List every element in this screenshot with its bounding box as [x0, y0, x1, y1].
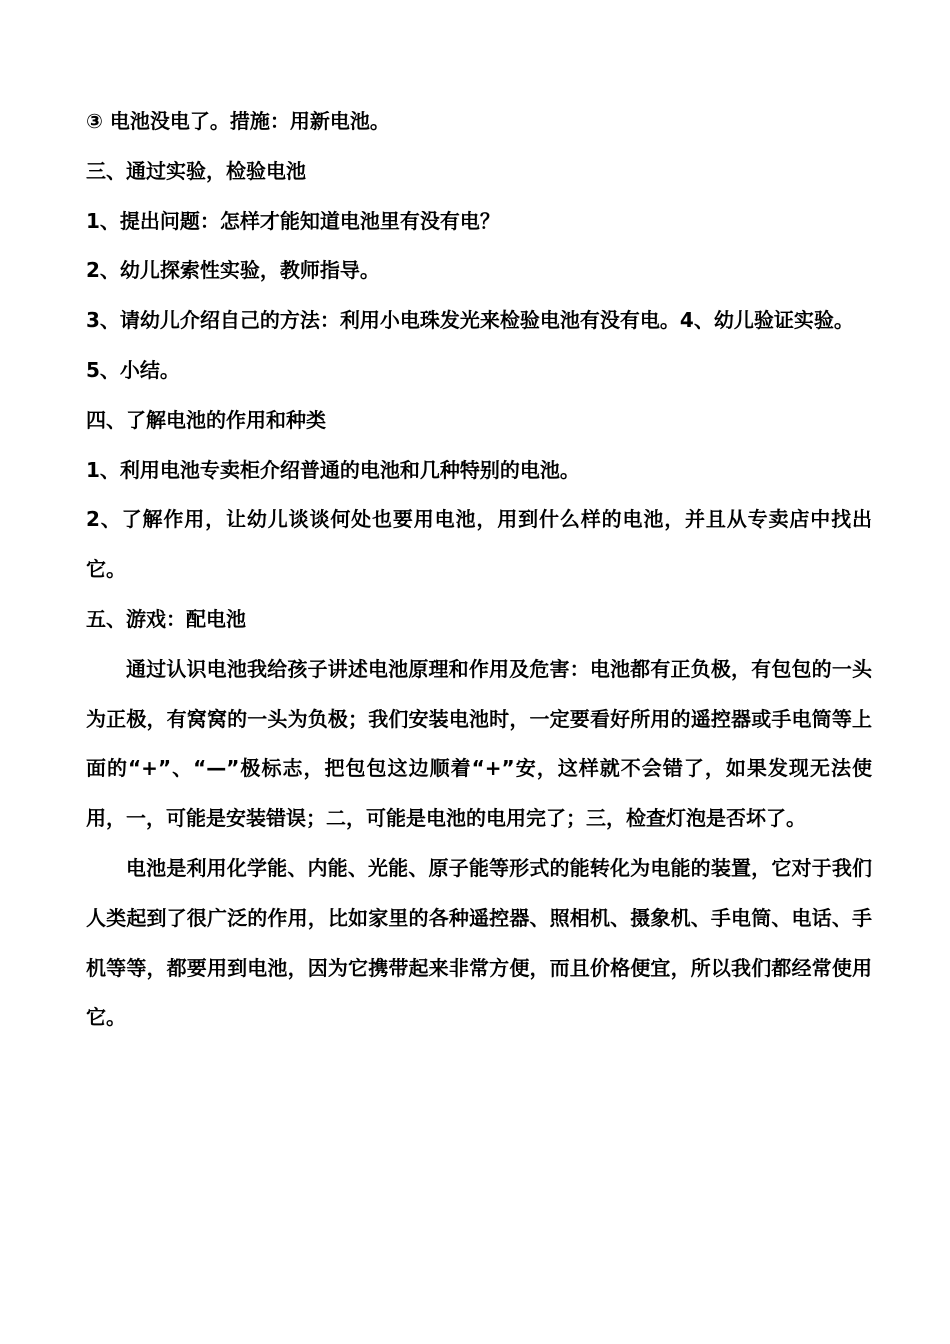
battery-usage-paragraph: 电池是利用化学能、内能、光能、原子能等形式的能转化为电能的装置，它对于我们人类起到了很广泛的作用，比如家里的各种遥控器、照相机、摄象机、手电筒、电话、手机等等，都要用到电池，因为它携带起来非常方便，而且价格便宜，所以我们都经常使用它。	[86, 855, 872, 1030]
document-body	[86, 97, 872, 1043]
section-4-item-2: 2、了解作用，让幼儿谈谈何处也要用电池，用到什么样的电池，并且从专卖店中找出它。	[86, 507, 872, 582]
section-3-item-3-4: 3、请幼儿介绍自己的方法：利用小电珠发光来检验电池有没有电。4、幼儿验证实验。	[86, 308, 854, 333]
section-3-item-5: 5、小结。	[86, 357, 180, 382]
cause-3-line: ③ 电池没电了。措施：用新电池。	[86, 109, 390, 133]
section-3-heading: 三、通过实验，检验电池	[86, 158, 306, 183]
section-3-item-1: 1、提出问题：怎样才能知道电池里有没有电？	[86, 208, 500, 233]
section-5-heading: 五、游戏：配电池	[86, 606, 246, 631]
battery-explanation-paragraph: 通过认识电池我给孩子讲述电池原理和作用及危害：电池都有正负极，有包包的一头为正极，有窝窝的一头为负极；我们安装电池时，一定要看好所用的遥控器或手电筒等上面的“+”、“—”极标志，把包包这边顺着“+”安，这样就不会错了，如果发现无法使用，一，可能是安装错误；二，可能是电池的电用完了；三，检查灯泡是否坏了。	[86, 656, 872, 831]
section-4-heading: 四、了解电池的作用和种类	[86, 407, 326, 432]
section-4-item-1: 1、利用电池专卖柜介绍普通的电池和几种特别的电池。	[86, 457, 580, 482]
section-3-item-2: 2、幼儿探索性实验，教师指导。	[86, 258, 380, 283]
